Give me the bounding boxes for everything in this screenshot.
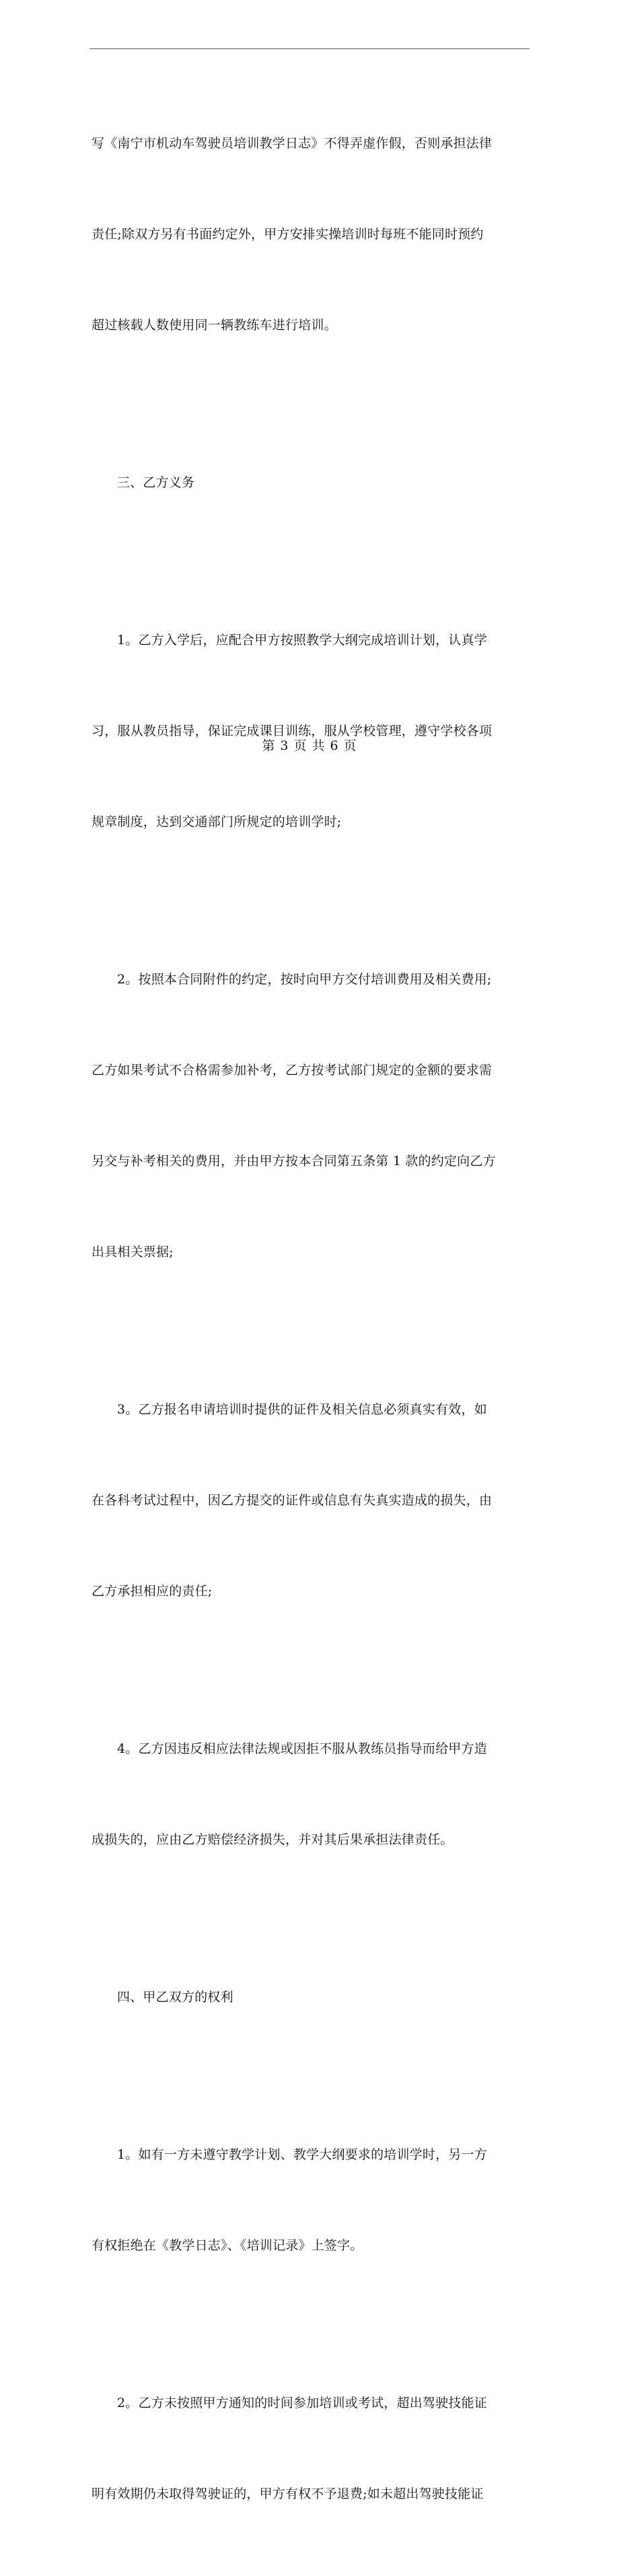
header-rule [89, 48, 530, 49]
text-line: 另交与补考相关的费用，并由甲方按本合同第五条第 1 款的约定向乙方 [92, 1154, 496, 1169]
text-line: 在各科考试过程中，因乙方提交的证件或信息有失真实造成的损失，由 [92, 1493, 493, 1508]
page-number: 第 3 页 共 6 页 [262, 738, 357, 753]
paragraph [92, 68, 536, 401]
text-line: 规章制度，达到交通部门所规定的培训学时; [92, 814, 342, 829]
text-line: 成损失的，应由乙方赔偿经济损失，并对其后果承担法律责任。 [92, 1832, 453, 1847]
text-line: 2。乙方未按照甲方通知的时间参加培训或考试，超出驾驶技能证 [117, 2396, 487, 2410]
text-line: 四、甲乙双方的权利 [117, 1990, 233, 2005]
text-line: 2。按照本合同附件的约定，按时向甲方交付培训费用及相关费用; [117, 972, 492, 987]
text-line: 三、乙方义务 [117, 475, 195, 490]
text-line: 有权拒绝在《教学日志》、《培训记录》上签字。 [92, 2238, 363, 2253]
paragraph [92, 2079, 536, 2322]
paragraph [92, 565, 536, 898]
section-heading [92, 1922, 536, 2073]
text-line: 1。乙方入学后，应配合甲方按照教学大纲完成培训计划，认真学 [117, 633, 487, 648]
text-line: 超过核载人数使用同一辆教练车进行培训。 [92, 318, 337, 333]
text-line: 明有效期仍未取得驾驶证的，甲方有权不予退费;如未超出驾驶技能证 [92, 2486, 484, 2501]
document-body [92, 68, 536, 2576]
text-line: 出具相关票据; [92, 1245, 174, 1259]
paragraph [92, 2328, 536, 2570]
section-heading [92, 407, 536, 559]
paragraph [92, 1673, 536, 1916]
text-line: 4。乙方因违反相应法律法规或因拒不服从教练员指导而给甲方造 [117, 1741, 487, 1756]
paragraph [92, 904, 536, 1328]
text-line: 乙方承担相应的责任; [92, 1584, 213, 1599]
text-line: 写《南宁市机动车驾驶员培训教学日志》不得弄虚作假，否则承担法律 [92, 136, 493, 151]
paragraph [92, 1334, 536, 1667]
text-line: 习，服从教员指导，保证完成课目训练，服从学校管理，遵守学校各项 [92, 724, 493, 738]
text-line: 1。如有一方未遵守教学计划、教学大纲要求的培训学时，另一方 [117, 2147, 487, 2162]
text-line: 责任;除双方另有书面约定外，甲方安排实操培训时每班不能同时预约 [92, 227, 484, 242]
text-line: 乙方如果考试不合格需参加补考，乙方按考试部门规定的金额的要求需 [92, 1063, 493, 1078]
text-line: 3。乙方报名申请培训时提供的证件及相关信息必须真实有效，如 [117, 1402, 487, 1417]
